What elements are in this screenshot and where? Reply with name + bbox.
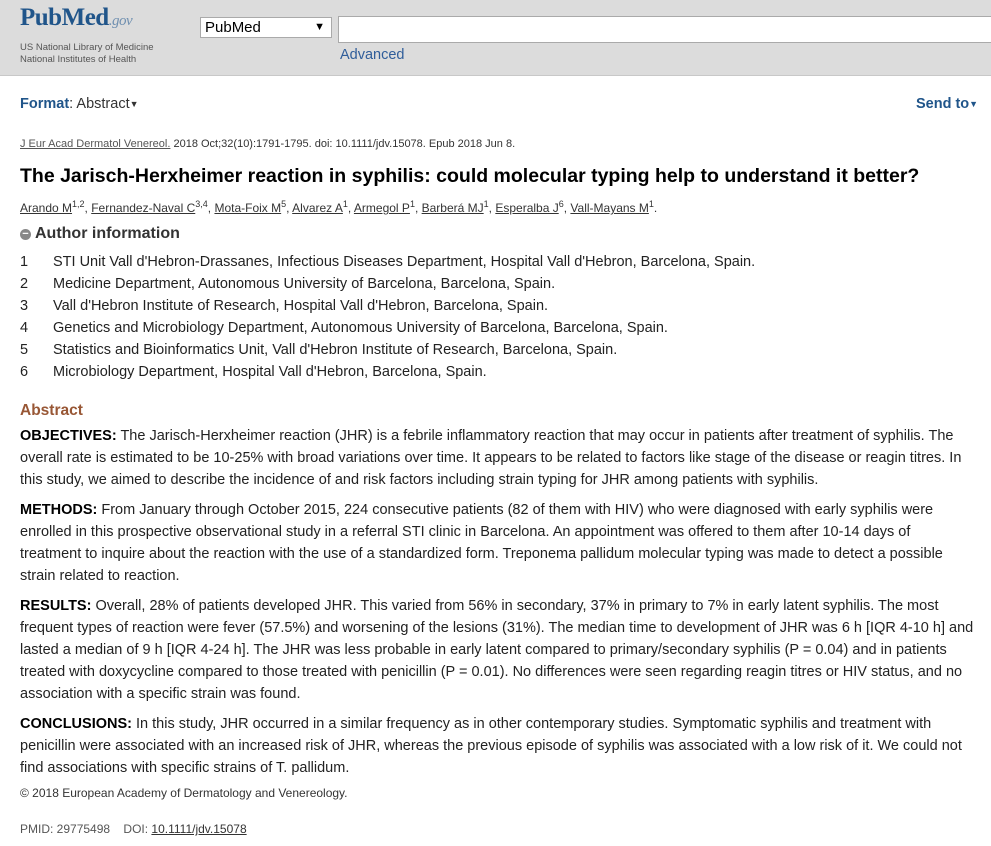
author-link[interactable]: Esperalba J xyxy=(495,201,559,215)
database-select-value: PubMed xyxy=(205,19,261,36)
abstract-objectives: OBJECTIVES: The Jarisch-Herxheimer reaction (JHR) is a febrile inflammatory reaction that may occur in patients after treatment of syphilis. The overall rate is estimated to be 10-25% with broad variations over time. It appears to be related to factors like stage of the disease or reagin titres. In this study, we aimed to describe the incidence of and risk factors including strain typing for JHR among patients with syphilis. xyxy=(20,428,962,488)
journal-link[interactable]: J Eur Acad Dermatol Venereol. xyxy=(20,138,171,150)
collapse-icon: − xyxy=(20,229,31,240)
affiliation-number: 2 xyxy=(20,276,29,292)
affiliation-number: 3 xyxy=(20,298,29,314)
affiliation-item xyxy=(20,340,755,362)
affiliation-text: Vall d'Hebron Institute of Research, Hospital Vall d'Hebron, Barcelona, Spain. xyxy=(53,298,549,314)
advanced-search-link[interactable]: Advanced xyxy=(340,47,405,63)
author-link[interactable]: Fernandez-Naval C xyxy=(91,201,196,215)
affiliation-item xyxy=(20,296,755,318)
citation-line: J Eur Acad Dermatol Venereol. 2018 Oct;32(10):1791-1795. doi: 10.1111/jdv.15078. Epub 2018 Jun 8. xyxy=(20,138,516,150)
pubmed-logo[interactable] xyxy=(20,4,170,74)
caret-down-icon: ▼ xyxy=(969,99,979,109)
author-affiliation-ref: 1 xyxy=(342,199,348,209)
article-identifiers xyxy=(20,822,247,836)
author-link[interactable]: Barberá MJ xyxy=(421,201,484,215)
abstract-body xyxy=(20,425,975,787)
affiliation-text: Statistics and Bioinformatics Unit, Vall d'Hebron Institute of Research, Barcelona, Spain. xyxy=(53,342,618,358)
affiliation-text: Microbiology Department, Hospital Vall d'Hebron, Barcelona, Spain. xyxy=(53,364,487,380)
logo-subtitle: US National Library of Medicine National Institutes of Health xyxy=(20,42,154,65)
abstract-heading: Abstract xyxy=(20,402,83,419)
author-list: Arando M$^{1,2}$, Fernandez-Naval C$^{3,4}$, Mota-Foix $M^5$, Alvarez $A^1$, Armegol $P^1$, Barberá $MJ^1$, Esperalba $J^6$, Vall-Mayans $M^1$. xyxy=(20,199,658,215)
affiliation-item xyxy=(20,362,755,384)
affiliation-number: 1 xyxy=(20,254,29,270)
author-affiliation-ref: 1,2 xyxy=(72,199,85,209)
author-affiliation-ref: 3,4 xyxy=(195,199,208,209)
format-value: Abstract xyxy=(76,96,130,112)
caret-down-icon: ▼ xyxy=(129,99,139,109)
doi-link[interactable]: 10.1111/jdv.15078 xyxy=(151,822,247,836)
header-bar xyxy=(0,0,991,76)
author-affiliation-ref: 1 xyxy=(409,199,415,209)
author-affiliation-ref: 1 xyxy=(648,199,654,209)
author-link[interactable]: Vall-Mayans M xyxy=(570,201,649,215)
affiliation-number: 4 xyxy=(20,320,29,336)
author-affiliation-ref: 1 xyxy=(483,199,489,209)
author-affiliation-ref: 5 xyxy=(281,199,287,209)
dropdown-arrow-icon: ▼ xyxy=(314,21,325,33)
author-link[interactable]: Alvarez A xyxy=(292,201,343,215)
affiliation-text: Genetics and Microbiology Department, Autonomous University of Barcelona, Barcelona, Spain. xyxy=(53,320,668,336)
author-link[interactable]: Armegol P xyxy=(353,201,410,215)
doi-label: DOI: xyxy=(123,822,149,836)
article-title: The Jarisch-Herxheimer reaction in syphilis: could molecular typing help to understand it better? xyxy=(20,165,920,187)
search-input[interactable] xyxy=(338,16,991,43)
database-select[interactable] xyxy=(200,17,332,38)
author-information-toggle[interactable]: − Author information xyxy=(20,225,180,243)
affiliation-text: Medicine Department, Autonomous University of Barcelona, Barcelona, Spain. xyxy=(53,276,556,292)
affiliation-list xyxy=(20,252,755,384)
affiliation-item xyxy=(20,318,755,340)
copyright-notice: © 2018 European Academy of Dermatology and Venereology. xyxy=(20,786,348,800)
logo-wordmark: PubMed.gov xyxy=(20,4,133,31)
abstract-conclusions: CONCLUSIONS: In this study, JHR occurred in a similar frequency as in other contemporary studies. Symptomatic syphilis and treatment with penicillin were associated with an increased risk of JHR, whereas the previous episode of syphilis was associated with a low risk of it. We could not find associations with specific strains of T. pallidum. xyxy=(20,716,962,776)
abstract-methods: METHODS: From January through October 2015, 224 consecutive patients (82 of them with HIV) who were diagnosed with early syphilis were enrolled in this prospective observational study in a referral STI clinic in Barcelona. An appointment was offered to them after 10-14 days of treatment to inquire about the reaction with the use of a standardized form. Treponema pallidum molecular typing was made to detect a possible strain related to reaction. xyxy=(20,502,943,584)
send-to-menu[interactable]: Send to▼ xyxy=(916,96,979,112)
abstract-results: RESULTS: Overall, 28% of patients developed JHR. This varied from 56% in secondary, 37% in primary to 7% in early latent syphilis. The most frequent types of reaction were fever (57.5%) and worsening of the lesions (31%). The median time to development of JHR was 6 h [IQR 4-10 h] and lasted a median of 9 h [IQR 4-24 h]. The JHR was less probable in early latent compared to primary/secondary syphilis (P = 0.04) and in patients treated with doxycycline compared to those treated with penicillin (P = 0.01). No differences were seen regarding reagin titres or HIV status, and no association with a specific strain was found. xyxy=(20,598,974,702)
affiliation-item xyxy=(20,252,755,274)
author-link[interactable]: Arando M xyxy=(20,201,73,215)
affiliation-text: STI Unit Vall d'Hebron-Drassanes, Infectious Diseases Department, Hospital Vall d'Hebron, Barcelona, Spain. xyxy=(53,254,756,270)
affiliation-number: 6 xyxy=(20,364,29,380)
pmid: PMID: 29775498 xyxy=(20,822,111,836)
format-menu[interactable]: Format: Abstract▼ xyxy=(20,96,139,112)
affiliation-item xyxy=(20,274,755,296)
author-affiliation-ref: 6 xyxy=(558,199,564,209)
author-link[interactable]: Mota-Foix M xyxy=(214,201,282,215)
format-label: Format xyxy=(20,96,70,112)
affiliation-number: 5 xyxy=(20,342,29,358)
